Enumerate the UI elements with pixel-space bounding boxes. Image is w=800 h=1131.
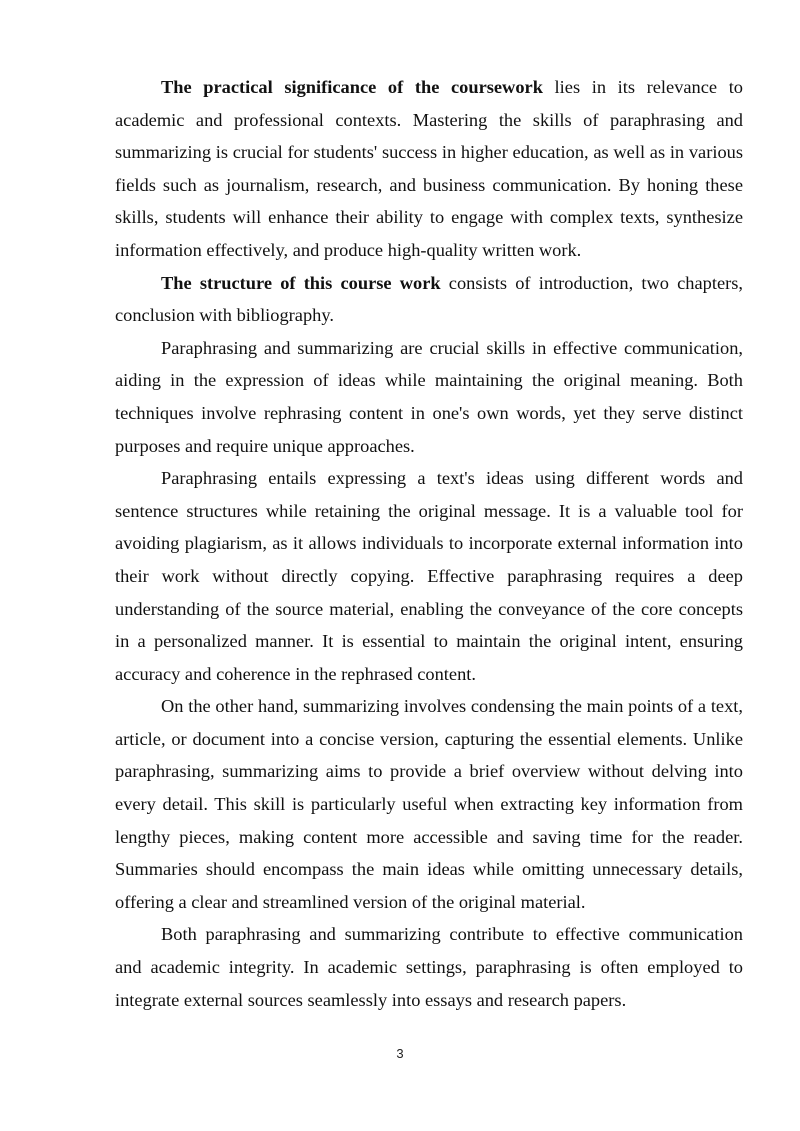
paragraph-lead: The structure of this course work: [161, 272, 441, 293]
page-number: 3: [396, 1046, 404, 1061]
paragraph-text: Both paraphrasing and summarizing contribute to effective communication and academic integrity. In academic settings, paraphrasing is often employed to integrate external sources seamlessly into essays and research papers.: [115, 924, 743, 1010]
paragraph-paraphrasing: [115, 462, 743, 690]
paragraph-text: lies in its relevance to academic and professional contexts. Mastering the skills of paraphrasing and summarizing is crucial for students' success in higher education, as well as in various fields such as journalism, research, and business communication. By honing these skills, students will enhance their ability to engage with complex texts, synthesize information effectively, and produce high-quality written work.: [115, 77, 744, 260]
paragraph-practical-significance: [115, 71, 743, 267]
paragraph-text: consists of introduction, two chapters, conclusion with bibliography.: [115, 272, 744, 326]
paragraph-intro-skills: [115, 332, 743, 462]
paragraph-text: Paraphrasing and summarizing are crucial skills in effective communication, aiding in the expression of ideas while maintaining the original meaning. Both techniques involve rephrasing content in one's own words, yet they serve distinct purposes and require unique approaches.: [115, 337, 743, 456]
paragraph-structure: [115, 267, 743, 332]
paragraph-text: Paraphrasing entails expressing a text's ideas using different words and sentence structures while retaining the original message. It is a valuable tool for avoiding plagiarism, as it allows individuals to incorporate external information into their work without directly copying. Effective paraphrasing requires a deep understanding of the source material, enabling the conveyance of the core concepts in a personalized manner. It is essential to maintain the original intent, ensuring accuracy and coherence in the rephrased content.: [115, 468, 743, 684]
document-body: [115, 71, 743, 1016]
paragraph-lead: The practical significance of the coursework: [161, 77, 543, 97]
paragraph-text: On the other hand, summarizing involves condensing the main points of a text, article, or document into a concise version, capturing the essential elements. Unlike paraphrasing, summarizing aims to provide a brief overview without delving into every detail. This skill is particularly useful when extracting key information from lengthy pieces, making content more accessible and saving time for the reader. Summaries should encompass the main ideas while omitting unnecessary details, offering a clear and streamlined version of the original material.: [115, 696, 743, 912]
paragraph-summarizing: [115, 690, 743, 918]
paragraph-both: [115, 918, 743, 1016]
